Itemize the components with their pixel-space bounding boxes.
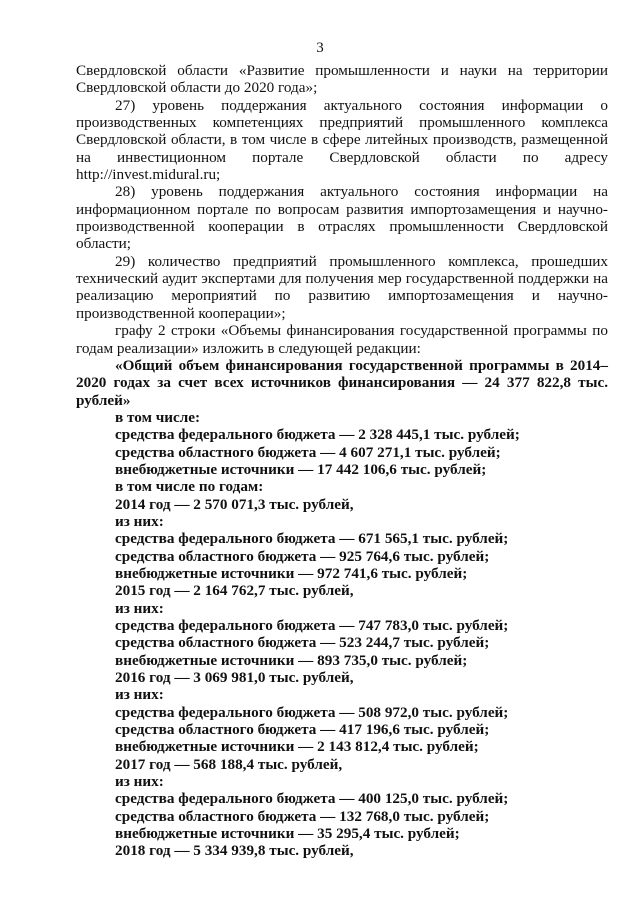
financing-line: в том числе по годам:: [115, 478, 264, 496]
financing-line: средства областного бюджета — 132 768,0 тыс. рублей;: [115, 807, 490, 825]
financing-line: внебюджетные источники — 35 295,4 тыс. рублей;: [115, 825, 460, 843]
financing-line: средства федерального бюджета — 2 328 445,1 тыс. рублей;: [115, 426, 520, 444]
financing-lines-list: [76, 409, 608, 860]
financing-line: внебюджетные источники — 893 735,0 тыс. рублей;: [115, 651, 468, 669]
paragraph: «Общий объем финансирования государственной программы в 2014–2020 годах за счет всех источников финансирования — 24 377 822,8 тыс. рублей»: [76, 356, 608, 409]
paragraph: Свердловской области «Развитие промышленности и науки на территории Свердловской области до 2020 года»;: [76, 62, 608, 97]
paragraph-list: [76, 62, 608, 409]
document-body: [76, 62, 608, 860]
financing-line: внебюджетные источники — 972 741,6 тыс. рублей;: [115, 564, 468, 582]
financing-line: средства областного бюджета — 925 764,6 тыс. рублей;: [115, 547, 490, 565]
financing-line: из них:: [115, 686, 164, 704]
financing-line: средства областного бюджета — 523 244,7 тыс. рублей;: [115, 634, 490, 652]
financing-line: 2017 год — 568 188,4 тыс. рублей,: [115, 755, 343, 773]
paragraph: 27) уровень поддержания актуального состояния информации о производственных компетенциях предприятий промышленного комплекса Свердловской области, в том числе в сфере литейных производств, размещенной на инвестиционном портале Свердловской области по адресу http://invest.midural.ru;: [76, 96, 608, 184]
paragraph: 28) уровень поддержания актуального состояния информации на информационном портале по вопросам развития импортозамещения и научно-производственной кооперации в отраслях промышленности Свердловской области;: [76, 183, 608, 253]
financing-line: из них:: [115, 512, 164, 530]
financing-line: средства областного бюджета — 4 607 271,1 тыс. рублей;: [115, 443, 501, 461]
financing-line: 2016 год — 3 069 981,0 тыс. рублей,: [115, 669, 354, 687]
financing-line: внебюджетные источники — 17 442 106,6 тыс. рублей;: [115, 460, 487, 478]
financing-line: средства федерального бюджета — 400 125,0 тыс. рублей;: [115, 790, 509, 808]
financing-line: средства федерального бюджета — 508 972,0 тыс. рублей;: [115, 703, 509, 721]
financing-line: из них:: [115, 773, 164, 791]
financing-line: из них:: [115, 599, 164, 617]
financing-line: средства федерального бюджета — 747 783,0 тыс. рублей;: [115, 617, 509, 634]
page-number: 3: [316, 40, 324, 56]
financing-line: внебюджетные источники — 2 143 812,4 тыс. рублей;: [115, 738, 479, 756]
financing-line: в том числе:: [115, 408, 201, 426]
financing-line: 2015 год — 2 164 762,7 тыс. рублей,: [115, 582, 354, 600]
financing-line: средства федерального бюджета — 671 565,1 тыс. рублей;: [115, 530, 509, 548]
financing-line: 2014 год — 2 570 071,3 тыс. рублей,: [115, 495, 354, 513]
paragraph: 29) количество предприятий промышленного комплекса, прошедших технический аудит экспертами для получения мер государственной поддержки на реализацию мероприятий по развитию импортозамещения и научно-производственной кооперации»;: [76, 252, 608, 322]
financing-line: средства областного бюджета — 417 196,6 тыс. рублей;: [115, 721, 490, 739]
financing-line: 2018 год — 5 334 939,8 тыс. рублей,: [115, 842, 354, 860]
paragraph: графу 2 строки «Объемы финансирования государственной программы по годам реализации» изложить в следующей редакции:: [76, 322, 608, 357]
